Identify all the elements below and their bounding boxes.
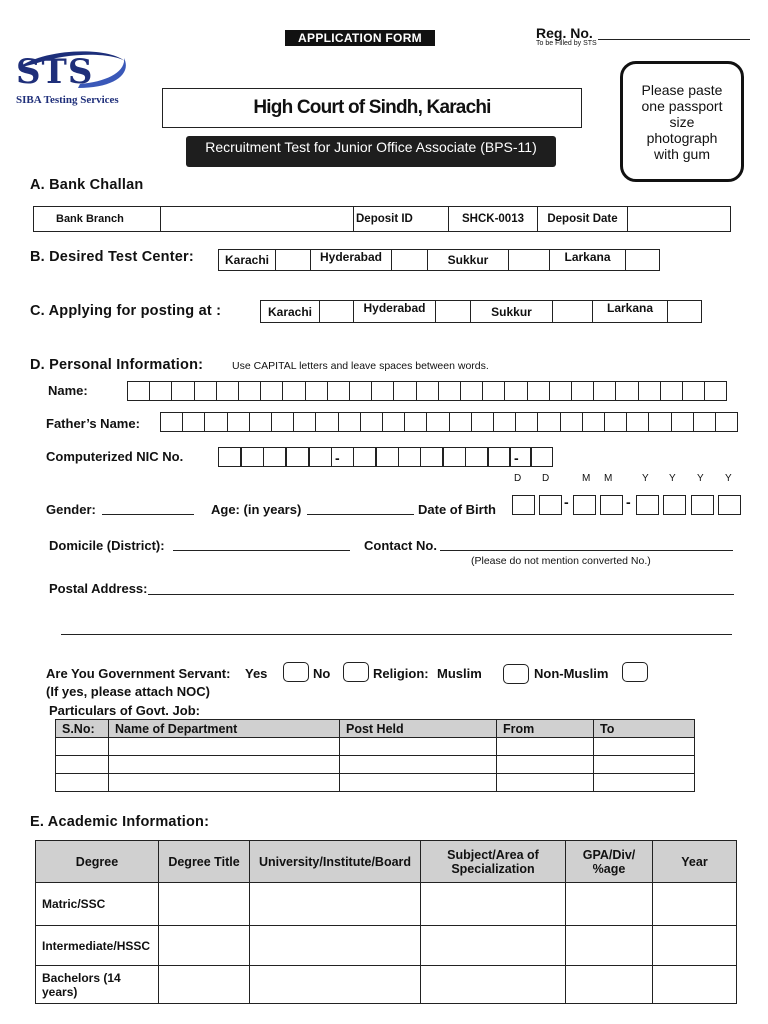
cell[interactable]: [653, 966, 737, 1004]
char-box[interactable]: [260, 381, 283, 401]
religion-non-muslim-label: Non-Muslim: [534, 666, 609, 681]
academic-col-degree: Degree: [36, 841, 159, 883]
govt-no-checkbox[interactable]: [343, 662, 369, 682]
dob-format-month2: M: [604, 473, 613, 484]
deposit-id-label: Deposit ID: [353, 206, 449, 232]
posting-hyderabad-box[interactable]: [435, 300, 471, 323]
section-c-title: C. Applying for posting at :: [30, 303, 222, 319]
char-box[interactable]: [404, 412, 427, 432]
posting-larkana: Larkana: [592, 300, 668, 323]
academic-header-row: [36, 841, 737, 883]
char-box[interactable]: [693, 412, 716, 432]
posting-sukkur: Sukkur: [470, 300, 553, 323]
char-box[interactable]: [382, 412, 405, 432]
recruitment-title: Recruitment Test for Junior Office Associate (BPS-11): [186, 136, 556, 167]
char-box[interactable]: [360, 412, 383, 432]
cell[interactable]: [340, 756, 497, 774]
cell[interactable]: [56, 756, 109, 774]
char-box[interactable]: [549, 381, 572, 401]
table-row: [36, 966, 737, 1004]
char-box[interactable]: [238, 381, 261, 401]
deposit-date-label: Deposit Date: [537, 206, 628, 232]
char-box[interactable]: [204, 412, 227, 432]
contact-label: Contact No.: [364, 538, 437, 553]
cell[interactable]: [109, 756, 340, 774]
govt-job-table: [55, 719, 695, 792]
char-box[interactable]: [615, 381, 638, 401]
dob-dash: -: [564, 494, 569, 510]
char-box[interactable]: [715, 412, 738, 432]
govt-col-post: Post Held: [340, 720, 497, 738]
govt-job-particulars-label: Particulars of Govt. Job:: [49, 703, 200, 718]
cell[interactable]: [497, 774, 594, 792]
noc-note: (If yes, please attach NOC): [46, 684, 210, 699]
govt-job-header-row: [56, 720, 695, 738]
nic-char-box[interactable]: [465, 447, 488, 467]
contact-note: (Please do not mention converted No.): [471, 555, 651, 567]
govt-servant-label: Are You Government Servant:: [46, 666, 231, 681]
char-box[interactable]: [482, 381, 505, 401]
char-box[interactable]: [682, 381, 705, 401]
dob-format-year1: Y: [642, 473, 649, 484]
photo-box[interactable]: [620, 61, 744, 182]
section-e-title: E. Academic Information:: [30, 814, 210, 830]
char-box[interactable]: [305, 381, 328, 401]
academic-row-label: Matric/SSC: [36, 883, 159, 926]
academic-table: [35, 840, 737, 1004]
char-box[interactable]: [604, 412, 627, 432]
char-box[interactable]: [671, 412, 694, 432]
nic-char-box[interactable]: [263, 447, 286, 467]
dob-format-year3: Y: [697, 473, 704, 484]
cell[interactable]: [566, 966, 653, 1004]
char-box[interactable]: [704, 381, 727, 401]
nic-char-box[interactable]: [353, 447, 376, 467]
govt-col-sno: S.No:: [56, 720, 109, 738]
deposit-date-field[interactable]: [627, 206, 731, 232]
nic-char-box[interactable]: [376, 447, 399, 467]
academic-row-label: Intermediate/HSSC: [36, 926, 159, 966]
dob-format-year4: Y: [725, 473, 732, 484]
char-box[interactable]: [349, 381, 372, 401]
char-box[interactable]: [393, 381, 416, 401]
char-box[interactable]: [371, 381, 394, 401]
religion-muslim-label: Muslim: [437, 666, 482, 681]
char-box[interactable]: [416, 381, 439, 401]
dob-char-box[interactable]: [636, 495, 659, 515]
bank-branch-label: Bank Branch: [33, 206, 161, 232]
religion-non-muslim-checkbox[interactable]: [622, 662, 648, 682]
table-row: [56, 738, 695, 756]
nic-char-box[interactable]: [530, 447, 553, 467]
academic-row-label: Bachelors (14 years): [36, 966, 159, 1004]
age-field[interactable]: [307, 514, 414, 515]
cell[interactable]: [109, 774, 340, 792]
cell[interactable]: [497, 756, 594, 774]
nic-char-box[interactable]: [309, 447, 332, 467]
posting-larkana-box[interactable]: [667, 300, 702, 323]
cell[interactable]: [340, 738, 497, 756]
cell[interactable]: [56, 774, 109, 792]
table-row: [56, 756, 695, 774]
char-box[interactable]: [648, 412, 671, 432]
name-label: Name:: [48, 383, 88, 398]
dob-char-box[interactable]: [718, 495, 741, 515]
char-box[interactable]: [338, 412, 361, 432]
cell[interactable]: [340, 774, 497, 792]
cell[interactable]: [653, 926, 737, 966]
char-box[interactable]: [571, 381, 594, 401]
cell[interactable]: [653, 883, 737, 926]
test-center-sukkur-box[interactable]: [508, 249, 550, 271]
dob-format-day1: D: [514, 473, 522, 484]
char-box[interactable]: [515, 412, 538, 432]
section-b-title: B. Desired Test Center:: [30, 249, 194, 265]
court-title: High Court of Sindh, Karachi: [162, 88, 582, 128]
char-box[interactable]: [327, 381, 350, 401]
dob-format-year2: Y: [669, 473, 676, 484]
dob-char-box[interactable]: [663, 495, 686, 515]
contact-field[interactable]: [440, 550, 733, 551]
nic-label: Computerized NIC No.: [46, 449, 184, 464]
cell[interactable]: [594, 738, 695, 756]
cell[interactable]: [159, 966, 250, 1004]
char-box[interactable]: [582, 412, 605, 432]
test-center-larkana: Larkana: [549, 249, 626, 271]
cell[interactable]: [159, 883, 250, 926]
postal-field-line-1[interactable]: [148, 594, 734, 595]
religion-label: Religion:: [373, 666, 429, 681]
cell[interactable]: [250, 883, 421, 926]
char-box[interactable]: [460, 381, 483, 401]
char-box[interactable]: [493, 412, 516, 432]
gender-field[interactable]: [102, 514, 194, 515]
dob-dash: -: [626, 494, 631, 510]
char-box[interactable]: [660, 381, 683, 401]
academic-col-gpa: GPA/Div/ %age: [566, 841, 653, 883]
deposit-id-value[interactable]: SHCK-0013: [448, 206, 538, 232]
cell[interactable]: [250, 926, 421, 966]
char-box[interactable]: [249, 412, 272, 432]
dob-char-box[interactable]: [600, 495, 623, 515]
char-box[interactable]: [293, 412, 316, 432]
char-box[interactable]: [560, 412, 583, 432]
char-box[interactable]: [438, 381, 461, 401]
table-row: [36, 883, 737, 926]
test-center-larkana-box[interactable]: [625, 249, 660, 271]
domicile-label: Domicile (District):: [49, 538, 165, 553]
academic-col-degree-title: Degree Title: [159, 841, 250, 883]
reg-no-label: Reg. No.: [536, 25, 593, 41]
posting-hyderabad: Hyderabad: [353, 300, 436, 323]
nic-dash: -: [514, 450, 519, 466]
postal-label: Postal Address:: [49, 581, 148, 596]
photo-note: Please paste one passport size photograph with gum: [641, 81, 723, 162]
cell[interactable]: [421, 926, 566, 966]
test-center-hyderabad-box[interactable]: [391, 249, 428, 271]
char-box[interactable]: [504, 381, 527, 401]
cell[interactable]: [497, 738, 594, 756]
char-box[interactable]: [426, 412, 449, 432]
cell[interactable]: [159, 926, 250, 966]
char-box[interactable]: [593, 381, 616, 401]
test-center-sukkur: Sukkur: [427, 249, 509, 271]
table-row: [36, 926, 737, 966]
test-center-karachi-box[interactable]: [275, 249, 311, 271]
char-box[interactable]: [149, 381, 172, 401]
bank-branch-field[interactable]: [160, 206, 354, 232]
govt-col-department: Name of Department: [109, 720, 340, 738]
char-box[interactable]: [127, 381, 150, 401]
char-box[interactable]: [527, 381, 550, 401]
dob-char-box[interactable]: [691, 495, 714, 515]
test-center-hyderabad: Hyderabad: [310, 249, 392, 271]
domicile-field[interactable]: [173, 550, 350, 551]
char-box[interactable]: [626, 412, 649, 432]
cell[interactable]: [109, 738, 340, 756]
cell[interactable]: [566, 926, 653, 966]
test-center-karachi: Karachi: [218, 249, 276, 271]
nic-char-box[interactable]: [241, 447, 264, 467]
dob-label: Date of Birth: [418, 502, 496, 517]
reg-no-note: To be Filled by STS: [536, 40, 597, 47]
cell[interactable]: [421, 883, 566, 926]
capital-letters-note: Use CAPITAL letters and leave spaces between words.: [232, 360, 489, 372]
dob-format-month1: M: [582, 473, 591, 484]
cell[interactable]: [421, 966, 566, 1004]
govt-col-to: To: [594, 720, 695, 738]
gender-label: Gender:: [46, 502, 96, 517]
dob-char-box[interactable]: [573, 495, 596, 515]
logo-text: STS: [16, 52, 94, 92]
char-box[interactable]: [282, 381, 305, 401]
academic-col-university: University/Institute/Board: [250, 841, 421, 883]
nic-char-box[interactable]: [218, 447, 241, 467]
char-box[interactable]: [471, 412, 494, 432]
govt-no-label: No: [313, 666, 331, 681]
govt-yes-label: Yes: [245, 666, 268, 681]
char-box[interactable]: [216, 381, 239, 401]
cell[interactable]: [56, 738, 109, 756]
age-label: Age: (in years): [211, 502, 302, 517]
nic-char-box[interactable]: [488, 447, 511, 467]
section-a-title: A. Bank Challan: [30, 177, 144, 193]
nic-dash: -: [335, 450, 340, 466]
char-box[interactable]: [449, 412, 472, 432]
govt-col-from: From: [497, 720, 594, 738]
academic-col-year: Year: [653, 841, 737, 883]
section-d-title: D. Personal Information:: [30, 357, 204, 373]
reg-no-field[interactable]: [598, 39, 750, 40]
posting-sukkur-box[interactable]: [552, 300, 593, 323]
nic-char-box[interactable]: [443, 447, 466, 467]
dob-char-box[interactable]: [539, 495, 562, 515]
father-name-label: Father’s Name:: [46, 416, 140, 431]
char-box[interactable]: [182, 412, 205, 432]
char-box[interactable]: [227, 412, 250, 432]
char-box[interactable]: [537, 412, 560, 432]
char-box[interactable]: [160, 412, 183, 432]
dob-format: [514, 473, 739, 484]
dob-format-day2: D: [542, 473, 550, 484]
char-box[interactable]: [315, 412, 338, 432]
posting-karachi-box[interactable]: [319, 300, 354, 323]
nic-char-box[interactable]: [509, 447, 532, 467]
char-box[interactable]: [638, 381, 661, 401]
char-box[interactable]: [271, 412, 294, 432]
govt-yes-checkbox[interactable]: [283, 662, 309, 682]
form-title: APPLICATION FORM: [285, 30, 435, 46]
cell[interactable]: [566, 883, 653, 926]
religion-muslim-checkbox[interactable]: [503, 664, 529, 684]
nic-char-box[interactable]: [286, 447, 309, 467]
academic-col-subject: Subject/Area of Specialization: [421, 841, 566, 883]
cell[interactable]: [250, 966, 421, 1004]
table-row: [56, 774, 695, 792]
cell[interactable]: [594, 774, 695, 792]
dob-char-box[interactable]: [512, 495, 535, 515]
cell[interactable]: [594, 756, 695, 774]
postal-field-line-2[interactable]: [61, 634, 732, 635]
nic-char-box[interactable]: [398, 447, 421, 467]
char-box[interactable]: [171, 381, 194, 401]
char-box[interactable]: [194, 381, 217, 401]
posting-karachi: Karachi: [260, 300, 320, 323]
logo-subtitle: SIBA Testing Services: [16, 94, 119, 106]
nic-char-box[interactable]: [420, 447, 443, 467]
